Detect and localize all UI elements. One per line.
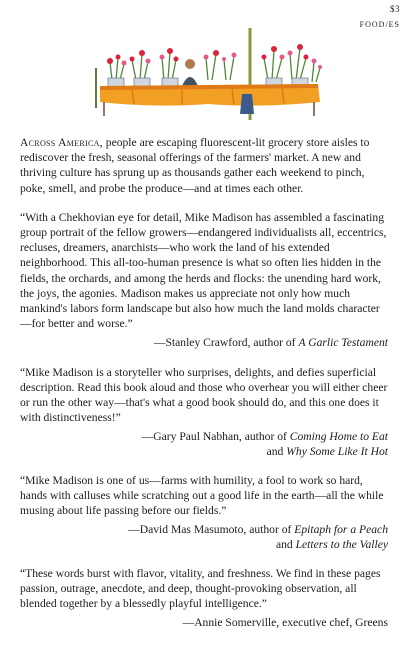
blurb-attribution — [20, 615, 388, 630]
attribution-author: —Stanley Crawford, author of — [153, 336, 299, 350]
attribution-book: Why Some Like It Hot — [286, 444, 388, 458]
intro-body: people are escaping fluorescent-lit grocery store aisles to rediscover the fresh, seasonal offerings of the farmers' market. A new and thriving culture has sprung up as thousands gather each weekend to pinch, poke, smell, and probe the produce—and at times each other. — [20, 136, 370, 195]
attribution-book: Letters to the Valley — [295, 537, 388, 551]
intro-paragraph — [20, 135, 388, 196]
attribution-joiner: and — [266, 444, 287, 458]
price-label: $3 — [390, 4, 400, 14]
intro-lead: Across America, — [20, 136, 103, 149]
blurb-quote: “Mike Madison is a storyteller who surprises, delights, and defies superficial description. Read this book aloud and those who overhear you will either cheer or run the other way—that's what a good book should do, and this one does it with distinctiveness!” — [20, 365, 388, 425]
attribution-book: Epitaph for a Peach — [294, 523, 388, 537]
farmers-market-illustration — [92, 28, 324, 120]
back-cover-text — [20, 135, 388, 645]
blurb-quote: “Mike Madison is one of us—farms with humility, a fool to work so hard, hands with calluses while scratching out a good life in the earth—all the while musing about life passing before our fields.” — [20, 473, 384, 518]
blurb-attribution — [20, 429, 388, 458]
attribution-book: Coming Home to Eat — [289, 430, 388, 444]
blurb-quote: “These words burst with flavor, vitality, and freshness. We find in these pages passion, outrage, anecdote, and deep, thought-provoking observation, all blended together by a blessedly playful intelligence.” — [20, 566, 381, 611]
blurb-quote: “With a Chekhovian eye for detail, Mike Madison has assembled a fascinating group portrait of the fellow growers—endangered individualists all, eccentrics, recluses, dreamers, anarchists—who work the land of his extended neighborhood. This all-too-human presence is what so often lies hidden in the fields, the orchards, and among the herds and flocks: the unending hard work, the joys, the agonies. Madison makes us appreciate not only how much mankind's labors form landscape but also how much the land molds character—for better and worse.” — [20, 210, 387, 331]
attribution-joiner: and — [275, 537, 296, 551]
attribution-author: —Gary Paul Nabhan, author of — [141, 430, 290, 444]
attribution-author: —Annie Somerville, executive chef, Greens — [182, 616, 388, 630]
blurb-attribution — [20, 522, 388, 551]
attribution-author: —David Mas Masumoto, author of — [128, 523, 295, 537]
blurb-attribution — [20, 335, 388, 350]
attribution-book: A Garlic Testament — [298, 336, 388, 350]
category-label: FOOD/ES — [359, 20, 400, 29]
